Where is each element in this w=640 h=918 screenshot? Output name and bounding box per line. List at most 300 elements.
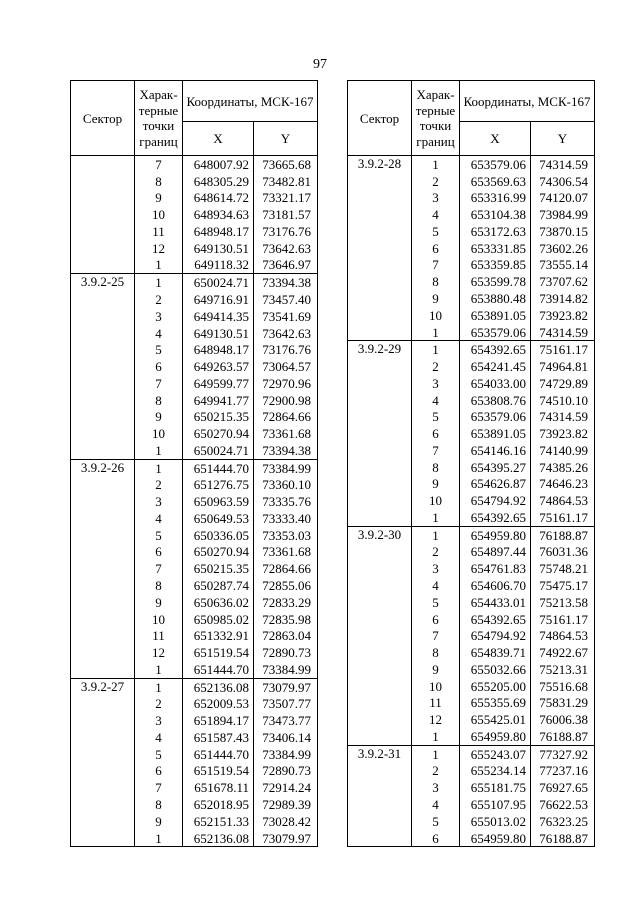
point-number-cell: 7	[135, 560, 183, 577]
table-row	[71, 763, 318, 780]
y-coordinate-cell: 74864.53	[531, 627, 595, 644]
sector-cell	[71, 830, 135, 847]
sector-cell	[71, 425, 135, 442]
y-coordinate-cell: 73361.68	[254, 544, 318, 561]
table-row	[348, 644, 595, 661]
table-row	[71, 358, 318, 375]
page-number: 97	[313, 57, 327, 72]
x-coordinate-cell: 654761.83	[460, 560, 531, 577]
table-row	[71, 375, 318, 392]
x-coordinate-cell: 651332.91	[183, 627, 254, 644]
table-row	[71, 257, 318, 274]
table-row	[71, 577, 318, 594]
y-coordinate-cell: 77237.16	[531, 763, 595, 780]
y-coordinate-cell: 73646.97	[254, 257, 318, 274]
y-coordinate-cell: 74385.26	[531, 459, 595, 476]
y-coordinate-cell: 73473.77	[254, 712, 318, 729]
y-coordinate-cell: 76188.87	[531, 526, 595, 543]
x-coordinate-cell: 651519.54	[183, 644, 254, 661]
sector-cell	[71, 358, 135, 375]
x-coordinate-cell: 653579.06	[460, 408, 531, 425]
y-coordinate-cell: 73507.77	[254, 696, 318, 713]
y-coordinate-cell: 73923.82	[531, 307, 595, 324]
sector-cell	[348, 544, 412, 561]
x-coordinate-cell: 649599.77	[183, 375, 254, 392]
sector-cell	[71, 746, 135, 763]
point-number-cell: 7	[135, 779, 183, 796]
y-coordinate-cell: 73360.10	[254, 477, 318, 494]
table-row	[71, 408, 318, 425]
x-coordinate-cell: 650270.94	[183, 425, 254, 442]
y-coordinate-cell: 72864.66	[254, 560, 318, 577]
y-coordinate-cell: 75475.17	[531, 577, 595, 594]
table-row	[71, 678, 318, 695]
sector-cell	[348, 763, 412, 780]
point-number-cell: 6	[135, 358, 183, 375]
x-coordinate-cell: 648305.29	[183, 173, 254, 190]
sector-cell	[348, 728, 412, 745]
x-coordinate-cell: 648948.17	[183, 341, 254, 358]
x-coordinate-cell: 654146.16	[460, 442, 531, 459]
point-number-cell: 4	[135, 729, 183, 746]
point-number-cell: 9	[135, 408, 183, 425]
x-coordinate-cell: 650024.71	[183, 442, 254, 459]
x-coordinate-cell: 653359.85	[460, 257, 531, 274]
sector-cell	[71, 392, 135, 409]
point-number-cell: 2	[135, 477, 183, 494]
x-coordinate-cell: 651444.70	[183, 459, 254, 476]
point-number-cell: 12	[412, 711, 460, 728]
y-coordinate-cell: 74140.99	[531, 442, 595, 459]
point-number-cell: 10	[412, 492, 460, 509]
x-coordinate-cell: 654626.87	[460, 476, 531, 493]
x-coordinate-cell: 650985.02	[183, 611, 254, 628]
sector-cell	[71, 308, 135, 325]
y-coordinate-cell: 74729.89	[531, 375, 595, 392]
table-body-left	[71, 156, 318, 847]
sector-cell	[71, 729, 135, 746]
point-number-cell: 1	[412, 341, 460, 358]
point-number-cell: 5	[412, 408, 460, 425]
sector-cell	[348, 290, 412, 307]
sector-cell	[71, 408, 135, 425]
sector-cell	[348, 476, 412, 493]
sector-cell: 3.9.2-30	[348, 526, 412, 543]
sector-cell	[348, 695, 412, 712]
point-number-cell: 12	[135, 644, 183, 661]
x-coordinate-cell: 654794.92	[460, 627, 531, 644]
sector-cell	[71, 763, 135, 780]
table-row	[348, 492, 595, 509]
y-coordinate-cell: 73335.76	[254, 493, 318, 510]
y-coordinate-cell: 75161.17	[531, 341, 595, 358]
x-coordinate-cell: 653569.63	[460, 173, 531, 190]
x-coordinate-cell: 653104.38	[460, 206, 531, 223]
x-coordinate-cell: 653880.48	[460, 290, 531, 307]
x-coordinate-cell: 654897.44	[460, 544, 531, 561]
point-number-cell: 4	[135, 325, 183, 342]
y-coordinate-cell: 74314.59	[531, 324, 595, 341]
sector-cell	[348, 509, 412, 526]
table-body-right	[348, 156, 595, 847]
y-coordinate-cell: 72989.39	[254, 796, 318, 813]
point-number-cell: 3	[135, 712, 183, 729]
point-number-cell: 4	[412, 206, 460, 223]
y-coordinate-cell: 75213.31	[531, 661, 595, 678]
table-row	[348, 273, 595, 290]
point-number-cell: 8	[135, 173, 183, 190]
point-number-cell: 3	[135, 308, 183, 325]
sector-cell: 3.9.2-26	[71, 459, 135, 476]
y-coordinate-cell: 73176.76	[254, 341, 318, 358]
table-row	[348, 324, 595, 341]
x-coordinate-cell: 652018.95	[183, 796, 254, 813]
point-number-cell: 2	[412, 763, 460, 780]
y-coordinate-cell: 73079.97	[254, 830, 318, 847]
x-coordinate-cell: 650636.02	[183, 594, 254, 611]
point-number-cell: 11	[135, 223, 183, 240]
x-coordinate-cell: 654606.70	[460, 577, 531, 594]
y-coordinate-cell: 73384.99	[254, 746, 318, 763]
y-coordinate-cell: 73176.76	[254, 223, 318, 240]
sector-cell: 3.9.2-29	[348, 341, 412, 358]
sector-cell	[348, 678, 412, 695]
table-row	[348, 307, 595, 324]
y-coordinate-cell: 76622.53	[531, 796, 595, 813]
sector-cell	[71, 477, 135, 494]
table-row	[348, 611, 595, 628]
table-row	[348, 745, 595, 762]
sector-cell	[71, 510, 135, 527]
table-row	[71, 206, 318, 223]
point-number-cell: 9	[412, 290, 460, 307]
point-number-cell: 6	[412, 240, 460, 257]
y-coordinate-cell: 73555.14	[531, 257, 595, 274]
y-coordinate-cell: 73602.26	[531, 240, 595, 257]
x-coordinate-cell: 651894.17	[183, 712, 254, 729]
coordinates-table-right	[347, 80, 595, 847]
sector-cell	[348, 358, 412, 375]
x-coordinate-cell: 655181.75	[460, 779, 531, 796]
x-coordinate-cell: 654241.45	[460, 358, 531, 375]
y-coordinate-cell: 74964.81	[531, 358, 595, 375]
y-coordinate-cell: 76006.38	[531, 711, 595, 728]
x-coordinate-cell: 653331.85	[460, 240, 531, 257]
x-coordinate-cell: 651444.70	[183, 746, 254, 763]
x-coordinate-cell: 655032.66	[460, 661, 531, 678]
point-number-cell: 1	[135, 442, 183, 459]
sector-cell	[71, 442, 135, 459]
x-coordinate-cell: 649130.51	[183, 325, 254, 342]
sector-cell	[348, 813, 412, 830]
y-coordinate-cell: 73384.99	[254, 459, 318, 476]
table-row	[71, 493, 318, 510]
table-row	[348, 695, 595, 712]
sector-cell	[71, 712, 135, 729]
sector-cell	[71, 257, 135, 274]
y-coordinate-cell: 76188.87	[531, 830, 595, 847]
point-number-cell: 5	[412, 223, 460, 240]
y-coordinate-cell: 72914.24	[254, 779, 318, 796]
table-row	[71, 223, 318, 240]
sector-cell	[348, 273, 412, 290]
point-number-cell: 3	[135, 493, 183, 510]
table-row	[71, 325, 318, 342]
point-number-cell: 1	[135, 257, 183, 274]
y-coordinate-cell: 75161.17	[531, 509, 595, 526]
x-coordinate-cell: 654959.80	[460, 830, 531, 847]
table-row	[348, 728, 595, 745]
y-coordinate-cell: 73394.38	[254, 274, 318, 291]
y-coordinate-cell: 72833.29	[254, 594, 318, 611]
x-coordinate-cell: 650215.35	[183, 408, 254, 425]
point-number-cell: 1	[412, 324, 460, 341]
table-row	[71, 190, 318, 207]
x-coordinate-cell: 654033.00	[460, 375, 531, 392]
y-coordinate-cell: 76188.87	[531, 728, 595, 745]
coordinates-table-left	[70, 80, 318, 847]
sector-cell	[348, 190, 412, 207]
x-coordinate-cell: 648614.72	[183, 190, 254, 207]
x-coordinate-cell: 654392.65	[460, 611, 531, 628]
sector-cell	[348, 711, 412, 728]
table-row	[348, 594, 595, 611]
table-row	[348, 257, 595, 274]
point-number-cell: 1	[135, 274, 183, 291]
sector-cell	[348, 830, 412, 847]
point-number-cell: 1	[135, 830, 183, 847]
y-coordinate-cell: 73665.68	[254, 156, 318, 173]
point-number-cell: 6	[135, 763, 183, 780]
y-coordinate-cell: 73914.82	[531, 290, 595, 307]
x-coordinate-cell: 654959.80	[460, 526, 531, 543]
table-row	[71, 459, 318, 476]
table-row	[348, 830, 595, 847]
point-number-cell: 5	[135, 746, 183, 763]
x-coordinate-cell: 650963.59	[183, 493, 254, 510]
sector-cell	[71, 173, 135, 190]
y-coordinate-cell: 73333.40	[254, 510, 318, 527]
point-number-cell: 6	[412, 611, 460, 628]
table-row	[71, 173, 318, 190]
y-coordinate-cell: 74864.53	[531, 492, 595, 509]
x-coordinate-cell: 654392.65	[460, 509, 531, 526]
x-coordinate-cell: 655243.07	[460, 745, 531, 762]
header-sector: Сектор	[348, 81, 412, 156]
y-coordinate-cell: 73642.63	[254, 240, 318, 257]
header-coordinates: Координаты, МСК-167	[183, 81, 318, 122]
header-y: Y	[254, 122, 318, 156]
y-coordinate-cell: 73707.62	[531, 273, 595, 290]
point-number-cell: 3	[412, 560, 460, 577]
x-coordinate-cell: 653599.78	[460, 273, 531, 290]
x-coordinate-cell: 648007.92	[183, 156, 254, 173]
y-coordinate-cell: 73079.97	[254, 678, 318, 695]
point-number-cell: 3	[412, 190, 460, 207]
sector-cell	[348, 492, 412, 509]
y-coordinate-cell: 76031.36	[531, 544, 595, 561]
table-row	[348, 240, 595, 257]
y-coordinate-cell: 74510.10	[531, 392, 595, 409]
table-row	[348, 206, 595, 223]
table-row	[348, 190, 595, 207]
table-row	[348, 678, 595, 695]
x-coordinate-cell: 648934.63	[183, 206, 254, 223]
point-number-cell: 4	[412, 577, 460, 594]
y-coordinate-cell: 74306.54	[531, 173, 595, 190]
sector-cell	[71, 644, 135, 661]
sector-cell	[71, 341, 135, 358]
point-number-cell: 10	[412, 307, 460, 324]
point-number-cell: 6	[412, 425, 460, 442]
x-coordinate-cell: 655107.95	[460, 796, 531, 813]
x-coordinate-cell: 654392.65	[460, 341, 531, 358]
table-row	[348, 173, 595, 190]
sector-cell	[71, 796, 135, 813]
y-coordinate-cell: 72970.96	[254, 375, 318, 392]
table-row	[71, 425, 318, 442]
point-number-cell: 10	[135, 611, 183, 628]
sector-cell	[348, 644, 412, 661]
y-coordinate-cell: 74120.07	[531, 190, 595, 207]
sector-cell	[71, 627, 135, 644]
sector-cell	[348, 257, 412, 274]
x-coordinate-cell: 652151.33	[183, 813, 254, 830]
y-coordinate-cell: 72863.04	[254, 627, 318, 644]
x-coordinate-cell: 653316.99	[460, 190, 531, 207]
table-row	[348, 392, 595, 409]
table-row	[348, 442, 595, 459]
sector-cell	[348, 408, 412, 425]
table-row	[348, 476, 595, 493]
sector-cell	[71, 291, 135, 308]
table-row	[348, 813, 595, 830]
sector-cell	[348, 560, 412, 577]
sector-cell	[348, 392, 412, 409]
sector-cell	[348, 779, 412, 796]
y-coordinate-cell: 75748.21	[531, 560, 595, 577]
point-number-cell: 6	[412, 830, 460, 847]
sector-cell	[348, 661, 412, 678]
sector-cell	[71, 190, 135, 207]
point-number-cell: 4	[412, 392, 460, 409]
y-coordinate-cell: 75213.58	[531, 594, 595, 611]
point-number-cell: 1	[135, 459, 183, 476]
y-coordinate-cell: 73064.57	[254, 358, 318, 375]
sector-cell	[71, 375, 135, 392]
point-number-cell: 10	[135, 206, 183, 223]
x-coordinate-cell: 651276.75	[183, 477, 254, 494]
x-coordinate-cell: 653808.76	[460, 392, 531, 409]
sector-cell	[71, 527, 135, 544]
sector-cell	[348, 425, 412, 442]
y-coordinate-cell: 73394.38	[254, 442, 318, 459]
point-number-cell: 6	[135, 544, 183, 561]
y-coordinate-cell: 73406.14	[254, 729, 318, 746]
point-number-cell: 7	[412, 627, 460, 644]
x-coordinate-cell: 654959.80	[460, 728, 531, 745]
x-coordinate-cell: 653579.06	[460, 156, 531, 173]
table-row	[348, 560, 595, 577]
y-coordinate-cell: 75161.17	[531, 611, 595, 628]
sector-cell	[71, 325, 135, 342]
point-number-cell: 2	[412, 544, 460, 561]
table-row	[71, 544, 318, 561]
y-coordinate-cell: 77327.92	[531, 745, 595, 762]
x-coordinate-cell: 650024.71	[183, 274, 254, 291]
y-coordinate-cell: 73384.99	[254, 661, 318, 678]
sector-cell	[71, 594, 135, 611]
point-number-cell: 9	[412, 661, 460, 678]
sector-cell	[71, 156, 135, 173]
x-coordinate-cell: 654839.71	[460, 644, 531, 661]
x-coordinate-cell: 655234.14	[460, 763, 531, 780]
table-row	[348, 526, 595, 543]
table-row	[71, 627, 318, 644]
point-number-cell: 7	[412, 257, 460, 274]
point-number-cell: 8	[412, 644, 460, 661]
table-row	[71, 156, 318, 173]
y-coordinate-cell: 76323.25	[531, 813, 595, 830]
sector-cell	[348, 442, 412, 459]
sector-cell	[348, 206, 412, 223]
sector-cell: 3.9.2-31	[348, 745, 412, 762]
point-number-cell: 1	[412, 509, 460, 526]
sector-cell	[348, 611, 412, 628]
table-row	[71, 392, 318, 409]
y-coordinate-cell: 72855.06	[254, 577, 318, 594]
y-coordinate-cell: 76927.65	[531, 779, 595, 796]
table-row	[71, 527, 318, 544]
sector-cell	[348, 307, 412, 324]
point-number-cell: 1	[135, 661, 183, 678]
point-number-cell: 7	[135, 375, 183, 392]
x-coordinate-cell: 652136.08	[183, 678, 254, 695]
point-number-cell: 10	[412, 678, 460, 695]
x-coordinate-cell: 653891.05	[460, 425, 531, 442]
x-coordinate-cell: 655013.02	[460, 813, 531, 830]
sector-cell	[348, 375, 412, 392]
x-coordinate-cell: 653891.05	[460, 307, 531, 324]
table-row	[348, 358, 595, 375]
table-row	[71, 696, 318, 713]
sector-cell	[348, 627, 412, 644]
table-row	[71, 611, 318, 628]
y-coordinate-cell: 72864.66	[254, 408, 318, 425]
point-number-cell: 8	[135, 392, 183, 409]
table-row	[71, 560, 318, 577]
table-row	[348, 223, 595, 240]
header-x: X	[460, 122, 531, 156]
table-row	[348, 577, 595, 594]
sector-cell	[71, 206, 135, 223]
y-coordinate-cell: 73361.68	[254, 425, 318, 442]
table-row	[71, 240, 318, 257]
table-row	[348, 544, 595, 561]
y-coordinate-cell: 73642.63	[254, 325, 318, 342]
y-coordinate-cell: 74646.23	[531, 476, 595, 493]
sector-cell	[348, 240, 412, 257]
x-coordinate-cell: 649414.35	[183, 308, 254, 325]
sector-cell	[348, 796, 412, 813]
table-row	[71, 341, 318, 358]
sector-cell	[71, 223, 135, 240]
y-coordinate-cell: 73923.82	[531, 425, 595, 442]
x-coordinate-cell: 650215.35	[183, 560, 254, 577]
x-coordinate-cell: 650270.94	[183, 544, 254, 561]
x-coordinate-cell: 652136.08	[183, 830, 254, 847]
point-number-cell: 5	[135, 527, 183, 544]
